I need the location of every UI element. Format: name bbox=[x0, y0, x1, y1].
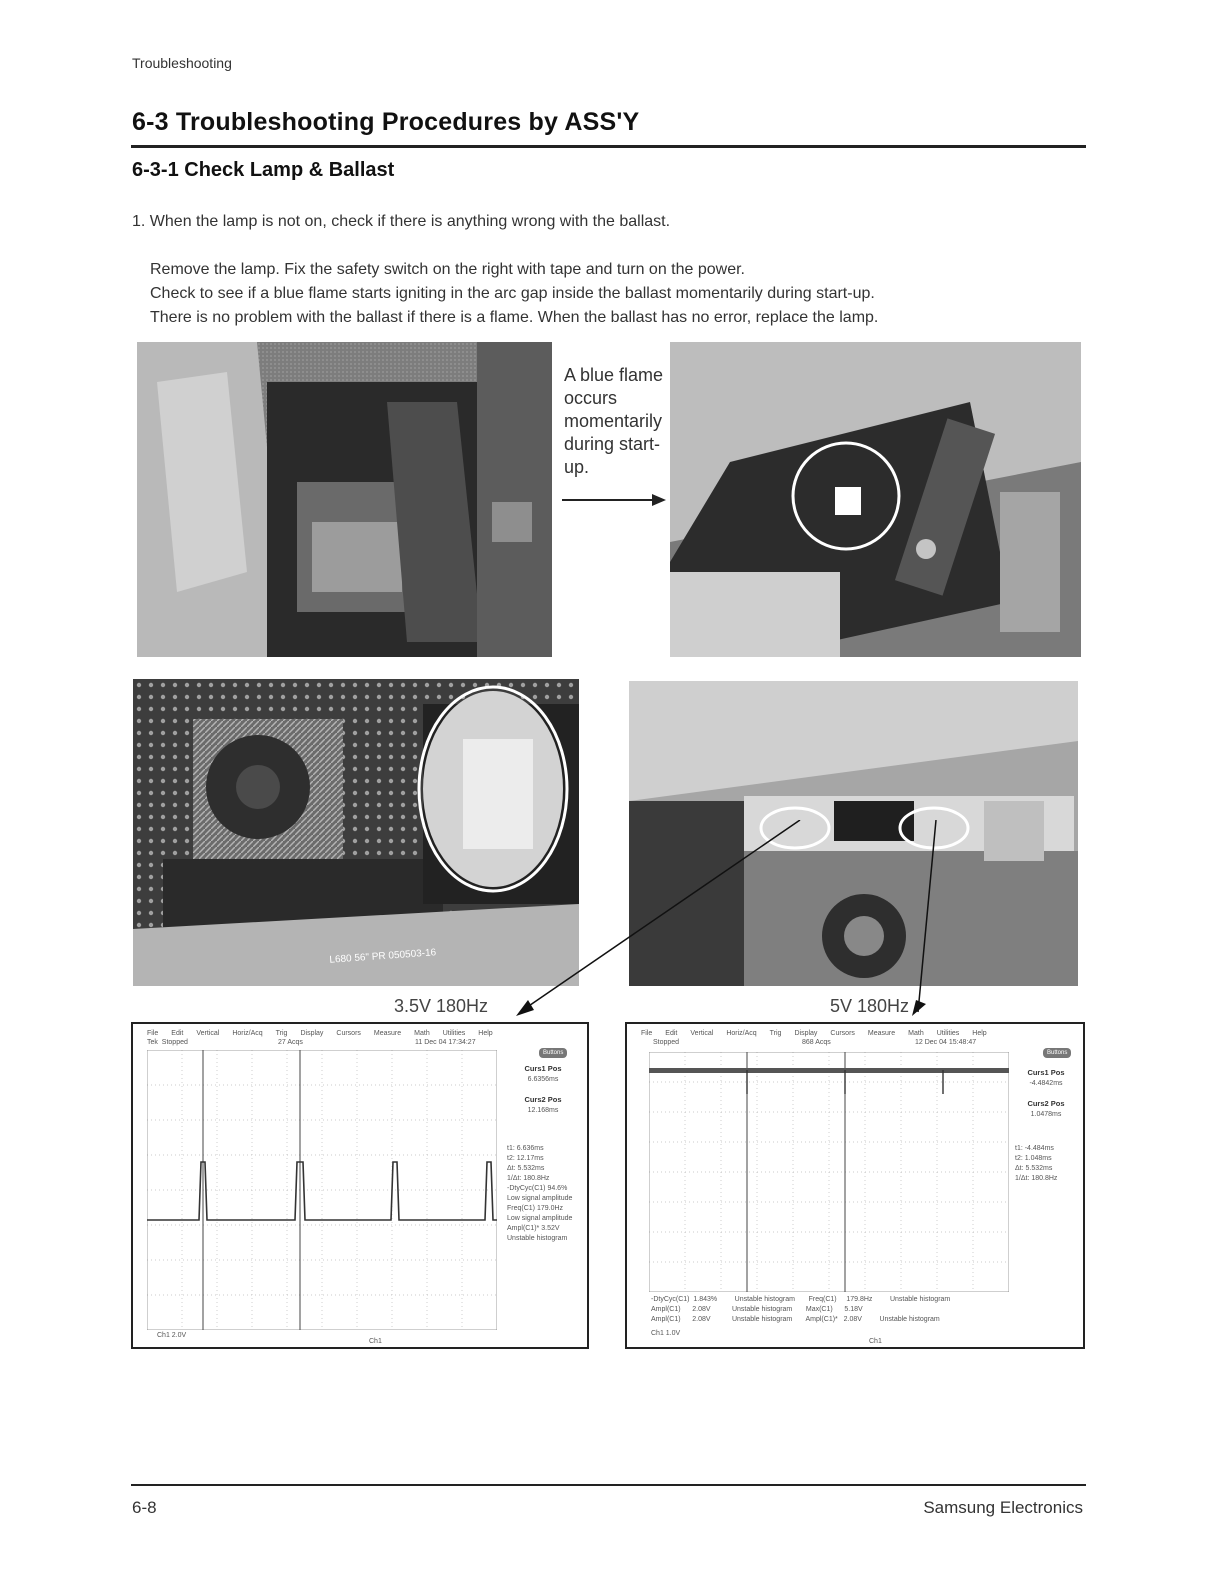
board-label: L680 56" PR 050503-16 bbox=[329, 947, 437, 966]
buttons-toggle[interactable]: Buttons bbox=[1043, 1048, 1071, 1058]
scope-datetime: 12 Dec 04 15:48:47 bbox=[915, 1039, 977, 1046]
menu-measure[interactable]: Measure bbox=[373, 1030, 402, 1037]
meas-cell: 2.08V bbox=[692, 1316, 711, 1323]
meas-cell: Ampl(C1)* bbox=[805, 1316, 838, 1323]
channel-scale: Ch1 1.0V bbox=[651, 1330, 681, 1337]
menu-utilities[interactable]: Utilities bbox=[442, 1030, 466, 1037]
meas-cell: 5.18V bbox=[844, 1306, 863, 1313]
scope-state: Stopped bbox=[653, 1039, 680, 1046]
left-scope-menu bbox=[147, 1030, 506, 1037]
meas-cell: Unstable histogram bbox=[879, 1316, 940, 1323]
channel-marker: Ch1 bbox=[369, 1338, 382, 1345]
t2-readout: t2: 12.17ms bbox=[507, 1155, 544, 1162]
menu-trig[interactable]: Trig bbox=[769, 1030, 782, 1037]
menu-trig[interactable]: Trig bbox=[275, 1030, 288, 1037]
scope-brand: Tek bbox=[147, 1039, 158, 1046]
right-scope-caption: 5V 180Hz bbox=[830, 996, 910, 1016]
right-scope-menu bbox=[641, 1030, 1000, 1037]
dutycycle-readout: -DtyCyc(C1) 94.6% bbox=[507, 1185, 568, 1192]
title-rule bbox=[131, 145, 1086, 148]
meas-cell: 2.08V bbox=[692, 1306, 711, 1313]
dt-readout: Δt: 5.532ms bbox=[507, 1165, 545, 1172]
right-scope-graticule bbox=[649, 1052, 1009, 1292]
meas-cell: -DtyCyc(C1) bbox=[651, 1296, 690, 1303]
meas-cell: 179.8Hz bbox=[846, 1296, 873, 1303]
scope-acqs: 27 Acqs bbox=[278, 1039, 303, 1046]
instruction-line-3: There is no problem with the ballast if there is a flame. When the ballast has no error, replace the lamp. bbox=[150, 309, 879, 326]
curs1-label: Curs1 Pos bbox=[524, 1064, 562, 1073]
inv-dt-readout: 1/Δt: 180.8Hz bbox=[1015, 1175, 1058, 1182]
dutycycle-note: Low signal amplitude bbox=[507, 1195, 573, 1202]
menu-horiz-acq[interactable]: Horiz/Acq bbox=[726, 1030, 757, 1037]
menu-edit[interactable]: Edit bbox=[171, 1030, 184, 1037]
menu-vertical[interactable]: Vertical bbox=[690, 1030, 714, 1037]
menu-help[interactable]: Help bbox=[478, 1030, 493, 1037]
menu-cursors[interactable]: Cursors bbox=[830, 1030, 855, 1037]
meas-cell: 1.843% bbox=[693, 1296, 718, 1303]
meas-cell: Ampl(C1) bbox=[651, 1316, 681, 1323]
menu-edit[interactable]: Edit bbox=[665, 1030, 678, 1037]
left-oscilloscope bbox=[131, 1022, 589, 1349]
meas-cell: 2.08V bbox=[843, 1316, 862, 1323]
footer-rule bbox=[131, 1484, 1086, 1486]
left-scope-graticule bbox=[147, 1050, 497, 1330]
menu-horiz-acq[interactable]: Horiz/Acq bbox=[232, 1030, 263, 1037]
t1-readout: t1: -4.484ms bbox=[1015, 1145, 1054, 1152]
ballast-photo-graphic bbox=[137, 342, 552, 657]
meas-cell: Unstable histogram bbox=[731, 1316, 793, 1323]
curs2-value: 12.168ms bbox=[527, 1107, 559, 1114]
meas-cell: Unstable histogram bbox=[731, 1306, 793, 1313]
t2-readout: t2: 1.048ms bbox=[1015, 1155, 1052, 1162]
meas-cell: Freq(C1) bbox=[808, 1296, 837, 1303]
inv-dt-readout: 1/Δt: 180.8Hz bbox=[507, 1175, 550, 1182]
channel-marker: Ch1 bbox=[869, 1338, 882, 1345]
curs1-label: Curs1 Pos bbox=[1027, 1068, 1065, 1077]
meas-cell: Unstable histogram bbox=[889, 1296, 951, 1303]
scope-datetime: 11 Dec 04 17:34:27 bbox=[415, 1039, 476, 1046]
ballast-photo bbox=[137, 342, 552, 657]
channel-scale: Ch1 2.0V bbox=[157, 1332, 187, 1339]
dt-readout: Δt: 5.532ms bbox=[1015, 1165, 1053, 1172]
blue-flame-callout: A blue flame occurs momentarily during start-up. bbox=[564, 365, 664, 477]
callout-arrow bbox=[560, 490, 670, 510]
arc-gap-photo-graphic bbox=[670, 342, 1081, 657]
right-oscilloscope bbox=[625, 1022, 1085, 1349]
meas-cell: Unstable histogram bbox=[734, 1296, 795, 1303]
curs2-label: Curs2 Pos bbox=[524, 1095, 562, 1104]
section-title: 6-3 Troubleshooting Procedures by ASS'Y bbox=[132, 108, 640, 136]
instruction-line-2: Check to see if a blue flame starts igniting in the arc gap inside the ballast momentarily during start-up. bbox=[150, 285, 875, 302]
company-name: Samsung Electronics bbox=[923, 1498, 1083, 1517]
curs1-value: -4.4842ms bbox=[1029, 1080, 1063, 1087]
subsection-title: 6-3-1 Check Lamp & Ballast bbox=[132, 159, 395, 181]
buttons-toggle[interactable]: Buttons bbox=[539, 1048, 567, 1058]
menu-measure[interactable]: Measure bbox=[867, 1030, 896, 1037]
step-1-text: 1. When the lamp is not on, check if there is anything wrong with the ballast. bbox=[132, 213, 671, 230]
page-number: 6-8 bbox=[132, 1498, 157, 1517]
curs2-label: Curs2 Pos bbox=[1027, 1099, 1065, 1108]
menu-file[interactable]: File bbox=[641, 1030, 653, 1037]
freq-note: Low signal amplitude bbox=[507, 1215, 573, 1222]
arc-gap-photo bbox=[670, 342, 1081, 657]
ampl-readout: Ampl(C1)* 3.52V bbox=[507, 1225, 560, 1232]
menu-display[interactable]: Display bbox=[300, 1030, 324, 1037]
menu-cursors[interactable]: Cursors bbox=[336, 1030, 361, 1037]
scope-state: Stopped bbox=[161, 1039, 188, 1046]
meas-cell: Max(C1) bbox=[805, 1306, 833, 1313]
running-header: Troubleshooting bbox=[132, 55, 232, 71]
scope-acqs: 868 Acqs bbox=[802, 1039, 831, 1046]
menu-math[interactable]: Math bbox=[908, 1030, 924, 1037]
curs1-value: 6.6356ms bbox=[527, 1076, 559, 1083]
left-scope-caption: 3.5V 180Hz bbox=[394, 996, 489, 1016]
menu-file[interactable]: File bbox=[147, 1030, 159, 1037]
menu-math[interactable]: Math bbox=[414, 1030, 430, 1037]
menu-vertical[interactable]: Vertical bbox=[196, 1030, 220, 1037]
freq-readout: Freq(C1) 179.0Hz bbox=[507, 1205, 564, 1212]
t1-readout: t1: 6.636ms bbox=[507, 1145, 544, 1152]
menu-utilities[interactable]: Utilities bbox=[936, 1030, 960, 1037]
menu-display[interactable]: Display bbox=[794, 1030, 818, 1037]
curs2-value: 1.0478ms bbox=[1030, 1111, 1062, 1118]
menu-help[interactable]: Help bbox=[972, 1030, 987, 1037]
instruction-line-1: Remove the lamp. Fix the safety switch on the right with tape and turn on the power. bbox=[150, 261, 745, 278]
meas-cell: Ampl(C1) bbox=[651, 1306, 681, 1313]
ampl-note: Unstable histogram bbox=[507, 1235, 568, 1242]
